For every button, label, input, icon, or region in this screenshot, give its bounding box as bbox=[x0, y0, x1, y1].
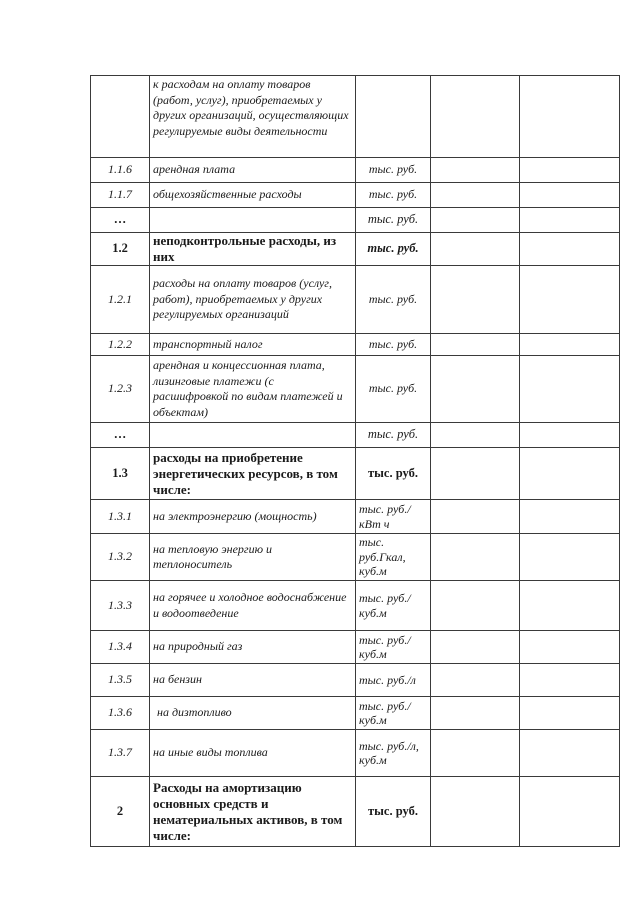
value-cell bbox=[431, 423, 520, 448]
value-cell bbox=[431, 233, 520, 266]
row-description: общехозяйственные расходы bbox=[150, 183, 356, 208]
value-cell bbox=[520, 423, 620, 448]
table-row bbox=[91, 334, 620, 356]
value-cell bbox=[520, 777, 620, 847]
table-row bbox=[91, 76, 620, 158]
value-cell bbox=[431, 697, 520, 730]
row-unit: тыс. руб. bbox=[356, 158, 431, 183]
row-unit: тыс. руб. bbox=[356, 233, 431, 266]
row-number: … bbox=[91, 208, 150, 233]
row-unit: тыс. руб./л, куб.м bbox=[356, 730, 431, 777]
value-cell bbox=[520, 76, 620, 158]
table-row bbox=[91, 534, 620, 581]
table-row bbox=[91, 183, 620, 208]
row-description: на горячее и холодное водоснабжение и водоотведение bbox=[150, 581, 356, 631]
row-description: транспортный налог bbox=[150, 334, 356, 356]
row-number: 1.2.2 bbox=[91, 334, 150, 356]
value-cell bbox=[431, 334, 520, 356]
table-row bbox=[91, 356, 620, 423]
row-number: 1.3.3 bbox=[91, 581, 150, 631]
row-unit: тыс. руб. bbox=[356, 356, 431, 423]
row-unit: тыс. руб./л bbox=[356, 664, 431, 697]
row-unit: тыс. руб. bbox=[356, 777, 431, 847]
row-unit: тыс. руб.Гкал, куб.м bbox=[356, 534, 431, 581]
value-cell bbox=[431, 208, 520, 233]
table-row bbox=[91, 500, 620, 534]
row-description: арендная плата bbox=[150, 158, 356, 183]
value-cell bbox=[520, 208, 620, 233]
value-cell bbox=[520, 448, 620, 500]
value-cell bbox=[431, 500, 520, 534]
value-cell bbox=[520, 266, 620, 334]
row-number: 1.3.5 bbox=[91, 664, 150, 697]
table-row bbox=[91, 158, 620, 183]
row-number: 1.3.2 bbox=[91, 534, 150, 581]
row-description: на иные виды топлива bbox=[150, 730, 356, 777]
row-number: 1.3.7 bbox=[91, 730, 150, 777]
row-number: 1.2.1 bbox=[91, 266, 150, 334]
value-cell bbox=[431, 183, 520, 208]
row-unit bbox=[356, 76, 431, 158]
row-description: расходы на оплату товаров (услуг, работ), приобретаемых у других регулируемых организаций bbox=[150, 266, 356, 334]
row-description: на природный газ bbox=[150, 631, 356, 664]
row-description: на дизтопливо bbox=[150, 697, 356, 730]
row-number: 1.3.1 bbox=[91, 500, 150, 534]
value-cell bbox=[431, 730, 520, 777]
table-row bbox=[91, 581, 620, 631]
table-row bbox=[91, 423, 620, 448]
row-unit: тыс. руб. bbox=[356, 448, 431, 500]
table-row bbox=[91, 664, 620, 697]
value-cell bbox=[520, 233, 620, 266]
value-cell bbox=[520, 664, 620, 697]
row-number: 1.2.3 bbox=[91, 356, 150, 423]
row-description: на тепловую энергию и теплоноситель bbox=[150, 534, 356, 581]
value-cell bbox=[520, 534, 620, 581]
row-number: 1.3.4 bbox=[91, 631, 150, 664]
value-cell bbox=[431, 158, 520, 183]
value-cell bbox=[520, 334, 620, 356]
table-row bbox=[91, 777, 620, 847]
row-number: … bbox=[91, 423, 150, 448]
row-number bbox=[91, 76, 150, 158]
table-row bbox=[91, 448, 620, 500]
row-description: Расходы на амортизацию основных средств и нематериальных активов, в том числе: bbox=[150, 777, 356, 847]
row-number: 1.2 bbox=[91, 233, 150, 266]
row-unit: тыс. руб. bbox=[356, 183, 431, 208]
table-row bbox=[91, 697, 620, 730]
row-number: 1.3.6 bbox=[91, 697, 150, 730]
row-unit: тыс. руб./кВт ч bbox=[356, 500, 431, 534]
row-description: к расходам на оплату товаров (работ, услуг), приобретаемых у других организаций, осуществляющих регулируемые виды деятельности bbox=[150, 76, 356, 158]
indicators-table bbox=[90, 75, 620, 847]
table-row bbox=[91, 233, 620, 266]
row-description: на бензин bbox=[150, 664, 356, 697]
value-cell bbox=[431, 266, 520, 334]
row-unit: тыс. руб./куб.м bbox=[356, 581, 431, 631]
value-cell bbox=[520, 697, 620, 730]
value-cell bbox=[431, 76, 520, 158]
value-cell bbox=[431, 448, 520, 500]
row-unit: тыс. руб. bbox=[356, 423, 431, 448]
row-unit: тыс. руб. bbox=[356, 334, 431, 356]
row-description: неподконтрольные расходы, из них bbox=[150, 233, 356, 266]
row-unit: тыс. руб./куб.м bbox=[356, 631, 431, 664]
row-unit: тыс. руб. bbox=[356, 266, 431, 334]
value-cell bbox=[431, 664, 520, 697]
value-cell bbox=[520, 356, 620, 423]
table-row bbox=[91, 266, 620, 334]
value-cell bbox=[520, 158, 620, 183]
row-description: арендная и концессионная плата, лизинговые платежи (с расшифровкой по видам платежей и объектам) bbox=[150, 356, 356, 423]
row-description: расходы на приобретение энергетических ресурсов, в том числе: bbox=[150, 448, 356, 500]
table-row bbox=[91, 208, 620, 233]
value-cell bbox=[431, 777, 520, 847]
row-unit: тыс. руб. bbox=[356, 208, 431, 233]
value-cell bbox=[520, 500, 620, 534]
value-cell bbox=[431, 534, 520, 581]
value-cell bbox=[520, 183, 620, 208]
value-cell bbox=[520, 581, 620, 631]
table-row bbox=[91, 631, 620, 664]
row-number: 1.3 bbox=[91, 448, 150, 500]
row-number: 1.1.6 bbox=[91, 158, 150, 183]
row-number: 1.1.7 bbox=[91, 183, 150, 208]
row-unit: тыс. руб./куб.м bbox=[356, 697, 431, 730]
table-row bbox=[91, 730, 620, 777]
row-number: 2 bbox=[91, 777, 150, 847]
row-description bbox=[150, 423, 356, 448]
value-cell bbox=[431, 581, 520, 631]
value-cell bbox=[431, 356, 520, 423]
value-cell bbox=[520, 730, 620, 777]
value-cell bbox=[431, 631, 520, 664]
row-description bbox=[150, 208, 356, 233]
row-description: на электроэнергию (мощность) bbox=[150, 500, 356, 534]
value-cell bbox=[520, 631, 620, 664]
